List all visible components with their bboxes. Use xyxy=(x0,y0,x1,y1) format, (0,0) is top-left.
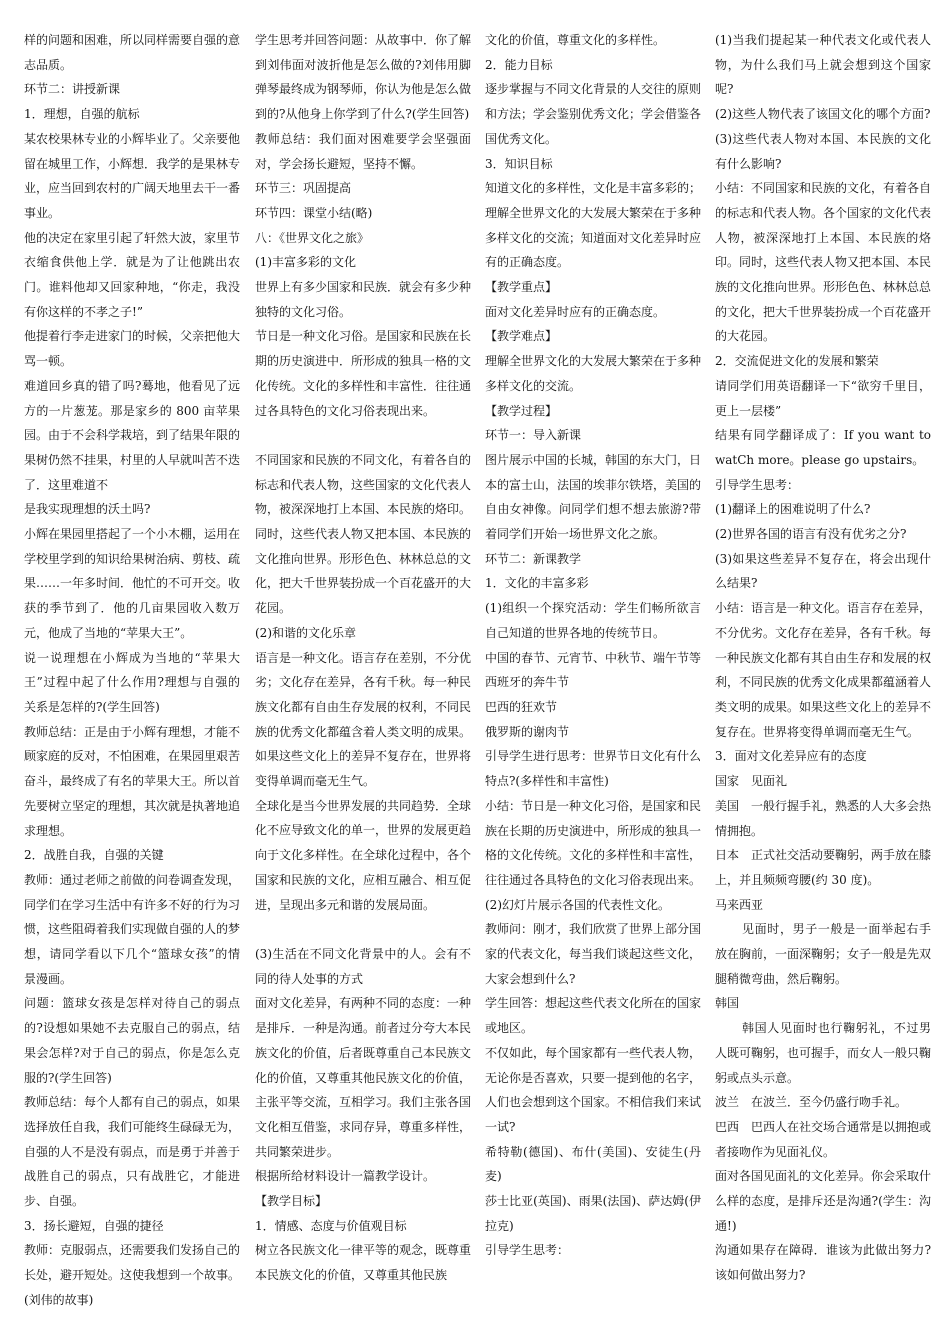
paragraph: 巴西的狂欢节 xyxy=(485,699,558,714)
paragraph: 结果有同学翻译成了：If you want to watCh more。please go upstairs。 xyxy=(715,428,931,467)
paragraph: 环节一：导入新课 xyxy=(485,428,582,443)
paragraph: 小结：节日是一种文化习俗，是国家和民族在长期的历史演进中，所形成的独具一格的文化传统。文化的多样性和丰富性，往往通过各具特色的文化习俗表现出来。 xyxy=(485,798,702,887)
text-column-3 xyxy=(485,28,701,1263)
paragraph: 某农校果林专业的小辉毕业了。父亲要他留在城里工作，小辉想．我学的是果林专业，应当回到农村的广阔天地里去干一番事业。 xyxy=(24,131,241,220)
paragraph: 韩国 xyxy=(715,996,740,1011)
paragraph: 八：《世界文化之旅》 xyxy=(255,230,370,245)
paragraph: 波兰 在波兰．至今仍盛行吻手礼。 xyxy=(715,1095,908,1110)
paragraph: 请同学们用英语翻译一下“欲穷千里目，更上一层楼” xyxy=(715,378,931,418)
paragraph: 教师总结：每个人都有自己的弱点，如果选择放任自我，我们可能终生碌碌无为，自强的人不是没有弱点，而是勇于并善于战胜自己的弱点，只有战胜它，才能进步、自强。 xyxy=(24,1095,241,1209)
paragraph: 教师问：刚才，我们欣赏了世界上部分国家的代表文化，每当我们谈起这些文化，大家会想到什么? xyxy=(485,922,702,986)
paragraph: 希特勒(德国)、布什(美国)、安徒生(丹麦) xyxy=(485,1144,701,1184)
paragraph: (3)生活在不同文化背景中的人。会有不同的待人处事的方式 xyxy=(255,946,471,986)
paragraph: 节日是一种文化习俗。是国家和民族在长期的历史演进中．所形成的独具一格的文化传统。文化的多样性和丰富性．往往通过各具特色的文化习俗表现出来。 xyxy=(255,329,472,418)
paragraph: 是我实现理想的沃土吗? xyxy=(24,502,151,517)
paragraph: 他的决定在家里引起了轩然大波，家里节衣缩食供他上学．就是为了让他跳出农门。谁料他却又回家种地，“你走，我没有你这样的不孝之子!” xyxy=(24,230,241,319)
paragraph: 样的问题和困难，所以同样需要自强的意志品质。 xyxy=(24,33,241,72)
text-column-2 xyxy=(255,28,471,1288)
paragraph: 1．理想，自强的航标 xyxy=(24,107,140,122)
paragraph: 学生回答：想起这些代表文化所在的国家或地区。 xyxy=(485,996,702,1036)
paragraph: 3．知识目标 xyxy=(485,156,553,171)
paragraph: 知道文化的多样性，文化是丰富多彩的；理解全世界文化的大发展大繁荣在于多种多样文化的交流；知道面对文化差异时应有的正确态度。 xyxy=(485,181,702,270)
paragraph: 面对文化差异时应有的正确态度。 xyxy=(485,304,666,319)
paragraph: 2．交流促进文化的发展和繁荣 xyxy=(715,354,879,369)
paragraph: 环节二：新课教学 xyxy=(485,551,582,566)
paragraph: 日本 正式社交活动要鞠躬，两手放在膝上，并且频频弯腰(约 30 度)。 xyxy=(715,848,932,887)
paragraph: (2)这些人物代表了该国文化的哪个方面? xyxy=(715,107,931,122)
paragraph: 面对各国见面礼的文化差异。你会采取什么样的态度，是排斥还是沟通?(学生：沟通!) xyxy=(715,1169,932,1233)
paragraph: (1)组织一个探究活动：学生们畅所欲言自己知道的世界各地的传统节日。 xyxy=(485,601,701,640)
paragraph: (1)翻译上的困难说明了什么? xyxy=(715,502,871,517)
paragraph: 树立各民族文化一律平等的观念，既尊重本民族文化的价值，又尊重其他民族 xyxy=(255,1243,472,1283)
paragraph: 环节二：讲授新课 xyxy=(24,82,121,97)
paragraph: 1．情感、态度与价值观目标 xyxy=(255,1218,407,1233)
paragraph: 教师：克服弱点，还需要我们发扬自己的长处，避开短处。这使我想到一个故事。(刘伟的故事) xyxy=(24,1243,241,1307)
paragraph: 美国 一般行握手礼，熟悉的人大多会热情拥抱。 xyxy=(715,798,932,838)
paragraph: 小结：语言是一种文化。语言存在差异，不分优劣。文化存在差异，各有千秋。每一种民族文化都有其自由生存和发展的权利，不同民族的优秀文化成果都蕴涵着人类文明的成果。如果这些文化上的差异不复存在。世界将变得单调而毫无生气。 xyxy=(715,601,932,739)
paragraph: 教师总结：正是由于小辉有理想，才能不顾家庭的反对，不怕困难，在果园里艰苦奋斗，最终成了有名的苹果大王。所以首先要树立坚定的理想，其次就是执著地追求理想。 xyxy=(24,724,241,838)
paragraph: 全球化是当今世界发展的共同趋势．全球化不应导致文化的单一，世界的发展更趋向于文化多样性。在全球化过程中，各个国家和民族的文化，应相互融合、相互促进，呈现出多元和谐的发展局面。 xyxy=(255,798,472,912)
paragraph: (1)丰富多彩的文化 xyxy=(255,255,356,270)
paragraph: 俄罗斯的谢肉节 xyxy=(485,724,570,739)
paragraph: 不同国家和民族的不同文化，有着各自的标志和代表人物，这些国家的文化代表人物，被深深地打上本国、本民族的烙印。同时，这些代表人物又把本国、本民族的文化推向世界。形形色色、林林总总的文化，把大千世界装扮成一个百花盛开的大花园。 xyxy=(255,452,472,616)
paragraph: 马来西亚 xyxy=(715,897,764,912)
paragraph: 引导学生思考： xyxy=(715,477,800,492)
text-column-1 xyxy=(24,28,240,1313)
paragraph: 面对文化差异，有两种不同的态度：一种是排斥．一种是沟通。前者过分夸大本民族文化的价值，后者既尊重自己本民族文化的价值，又尊重其他民族文化的价值，主张平等交流，互相学习。我们主张各国文化相互借鉴，求同存异，尊重多样性，共同繁荣进步。 xyxy=(255,996,472,1159)
paragraph: 环节三：巩固提高 xyxy=(255,181,352,196)
paragraph: (2)世界各国的语言有没有优劣之分? xyxy=(715,527,907,542)
paragraph: 【教学目标】 xyxy=(255,1194,328,1209)
paragraph: (3)如果这些差异不复存在，将会出现什么结果? xyxy=(715,551,931,591)
paragraph: 他提着行李走进家门的时候，父亲把他大骂一顿。 xyxy=(24,329,241,369)
paragraph: 教师：通过老师之前做的问卷调查发现，同学们在学习生活中有许多不好的行为习惯，这些阻碍着我们实现做自强的人的梦想，请同学看以下几个“篮球女孩”的情景漫画。 xyxy=(24,872,241,986)
paragraph: 巴西 巴西人在社交场合通常是以拥抱或者接吻作为见面礼仪。 xyxy=(715,1119,932,1159)
paragraph: 2．战胜自我，自强的关键 xyxy=(24,848,164,863)
paragraph: 见面时，男子一般是一面举起右手放在胸前，一面深鞠躬；女子一般是先双腿稍微弯曲，然后鞠躬。 xyxy=(715,922,932,986)
paragraph: (2)幻灯片展示各国的代表性文化。 xyxy=(485,897,670,912)
paragraph: 2．能力目标 xyxy=(485,57,553,72)
paragraph: 莎士比亚(英国)、雨果(法国)、萨达姆(伊拉克) xyxy=(485,1194,701,1233)
paragraph: 不仅如此，每个国家都有一些代表人物，无论你是否喜欢，只要一提到他的名字，人们也会想到这个国家。不相信我们来试一试? xyxy=(485,1045,702,1134)
paragraph: 语言是一种文化。语言存在差别，不分优劣；文化存在差异，各有千秋。每一种民族文化都有自由生存发展的权利，不同民族的优秀文化都蕴含着人类文明的成果。如果这些文化上的差异不复存在，世界将变得单调而毫无生气。 xyxy=(255,650,472,789)
paragraph: 国家 见面礼 xyxy=(715,774,788,789)
paragraph: 小结：不同国家和民族的文化，有着各自的标志和代表人物。各个国家的文化代表人物，被深深地打上本国、本民族的烙印。同时，这些代表人物又把本国、本民族的文化推向世界。形形色色、林林总总的文化，把大千世界装扮成一个百花盛开的大花园。 xyxy=(715,181,932,344)
paragraph: 问题：篮球女孩是怎样对待自己的弱点的?设想如果她不去克服自己的弱点，结果会怎样?对于自己的弱点，你是怎么克服的?(学生回答) xyxy=(24,996,240,1085)
paragraph: (1)当我们提起某一种代表文化或代表人物，为什么我们马上就会想到这个国家呢? xyxy=(715,33,931,97)
paragraph: 引导学生进行思考：世界节日文化有什么特点?(多样性和丰富性) xyxy=(485,749,702,789)
paragraph xyxy=(255,423,471,448)
paragraph: 【教学难点】 xyxy=(485,329,558,344)
paragraph: 沟通如果存在障碍．谁该为此做出努力?该如何做出努力? xyxy=(715,1243,931,1283)
paragraph: 逐步掌握与不同文化背景的人交往的原则和方法；学会鉴别优秀文化；学会借鉴各国优秀文化。 xyxy=(485,82,702,146)
paragraph: 世界上有多少国家和民族．就会有多少种独特的文化习俗。 xyxy=(255,280,472,319)
paragraph: 1．文化的丰富多彩 xyxy=(485,576,589,591)
paragraph: 中国的春节、元宵节、中秋节、端午节等 xyxy=(485,650,702,665)
paragraph: (3)这些代表人物对本国、本民族的文化有什么影响? xyxy=(715,131,931,171)
paragraph xyxy=(255,917,471,942)
paragraph: 环节四：课堂小结(略) xyxy=(255,205,373,220)
paragraph: 3．扬长避短，自强的捷径 xyxy=(24,1218,164,1233)
paragraph: 小辉在果园里搭起了一个小木棚，运用在学校里学到的知识给果树治病、剪枝、疏果……一年多时间．他忙的不可开交。收获的季节到了．他的几亩果园收入数万元，他成了当地的“苹果大王”。 xyxy=(24,527,241,640)
paragraph: 3．面对文化差异应有的态度 xyxy=(715,749,867,764)
paragraph: 引导学生思考： xyxy=(485,1243,570,1258)
paragraph: 西班牙的奔牛节 xyxy=(485,675,570,690)
paragraph: 【教学重点】 xyxy=(485,280,558,295)
paragraph: 根据所给材料设计一篇教学设计。 xyxy=(255,1169,436,1184)
paragraph: (2)和谐的文化乐章 xyxy=(255,625,356,640)
paragraph: 韩国人见面时也行鞠躬礼，不过男人既可鞠躬，也可握手，而女人一般只鞠躬或点头示意。 xyxy=(715,1021,932,1085)
paragraph: 图片展示中国的长城，韩国的东大门，日本的富士山，法国的埃菲尔铁塔，美国的自由女神像。问同学们想不想去旅游?带着同学们开始一场世界文化之旅。 xyxy=(485,452,702,542)
paragraph: 理解全世界文化的大发展大繁荣在于多种多样文化的交流。 xyxy=(485,354,702,393)
paragraph: 文化的价值，尊重文化的多样性。 xyxy=(485,33,666,47)
text-column-4 xyxy=(715,28,931,1288)
paragraph: 难道回乡真的错了吗?蓦地，他看见了远方的一片葱茏。那是家乡的 800 亩苹果园。由于不会科学栽培，到了结果年限的果树仍然不挂果，村里的人早就叫苦不迭了．这里难道不 xyxy=(24,378,241,492)
paragraph: 说一说理想在小辉成为当地的“苹果大王”过程中起了什么作用?理想与自强的关系是怎样的?(学生回答) xyxy=(24,650,240,714)
paragraph: 教师总结：我们面对困难要学会坚强面对，学会扬长避短，坚持不懈。 xyxy=(255,131,471,171)
paragraph: 学生思考并回答问题：从故事中．你了解到刘伟面对波折他是怎么做的?刘伟用脚弹琴最终成为钢琴师，你认为他是怎么做到的?从他身上你学到了什么?(学生回答) xyxy=(255,33,472,122)
paragraph: 【教学过程】 xyxy=(485,403,558,418)
